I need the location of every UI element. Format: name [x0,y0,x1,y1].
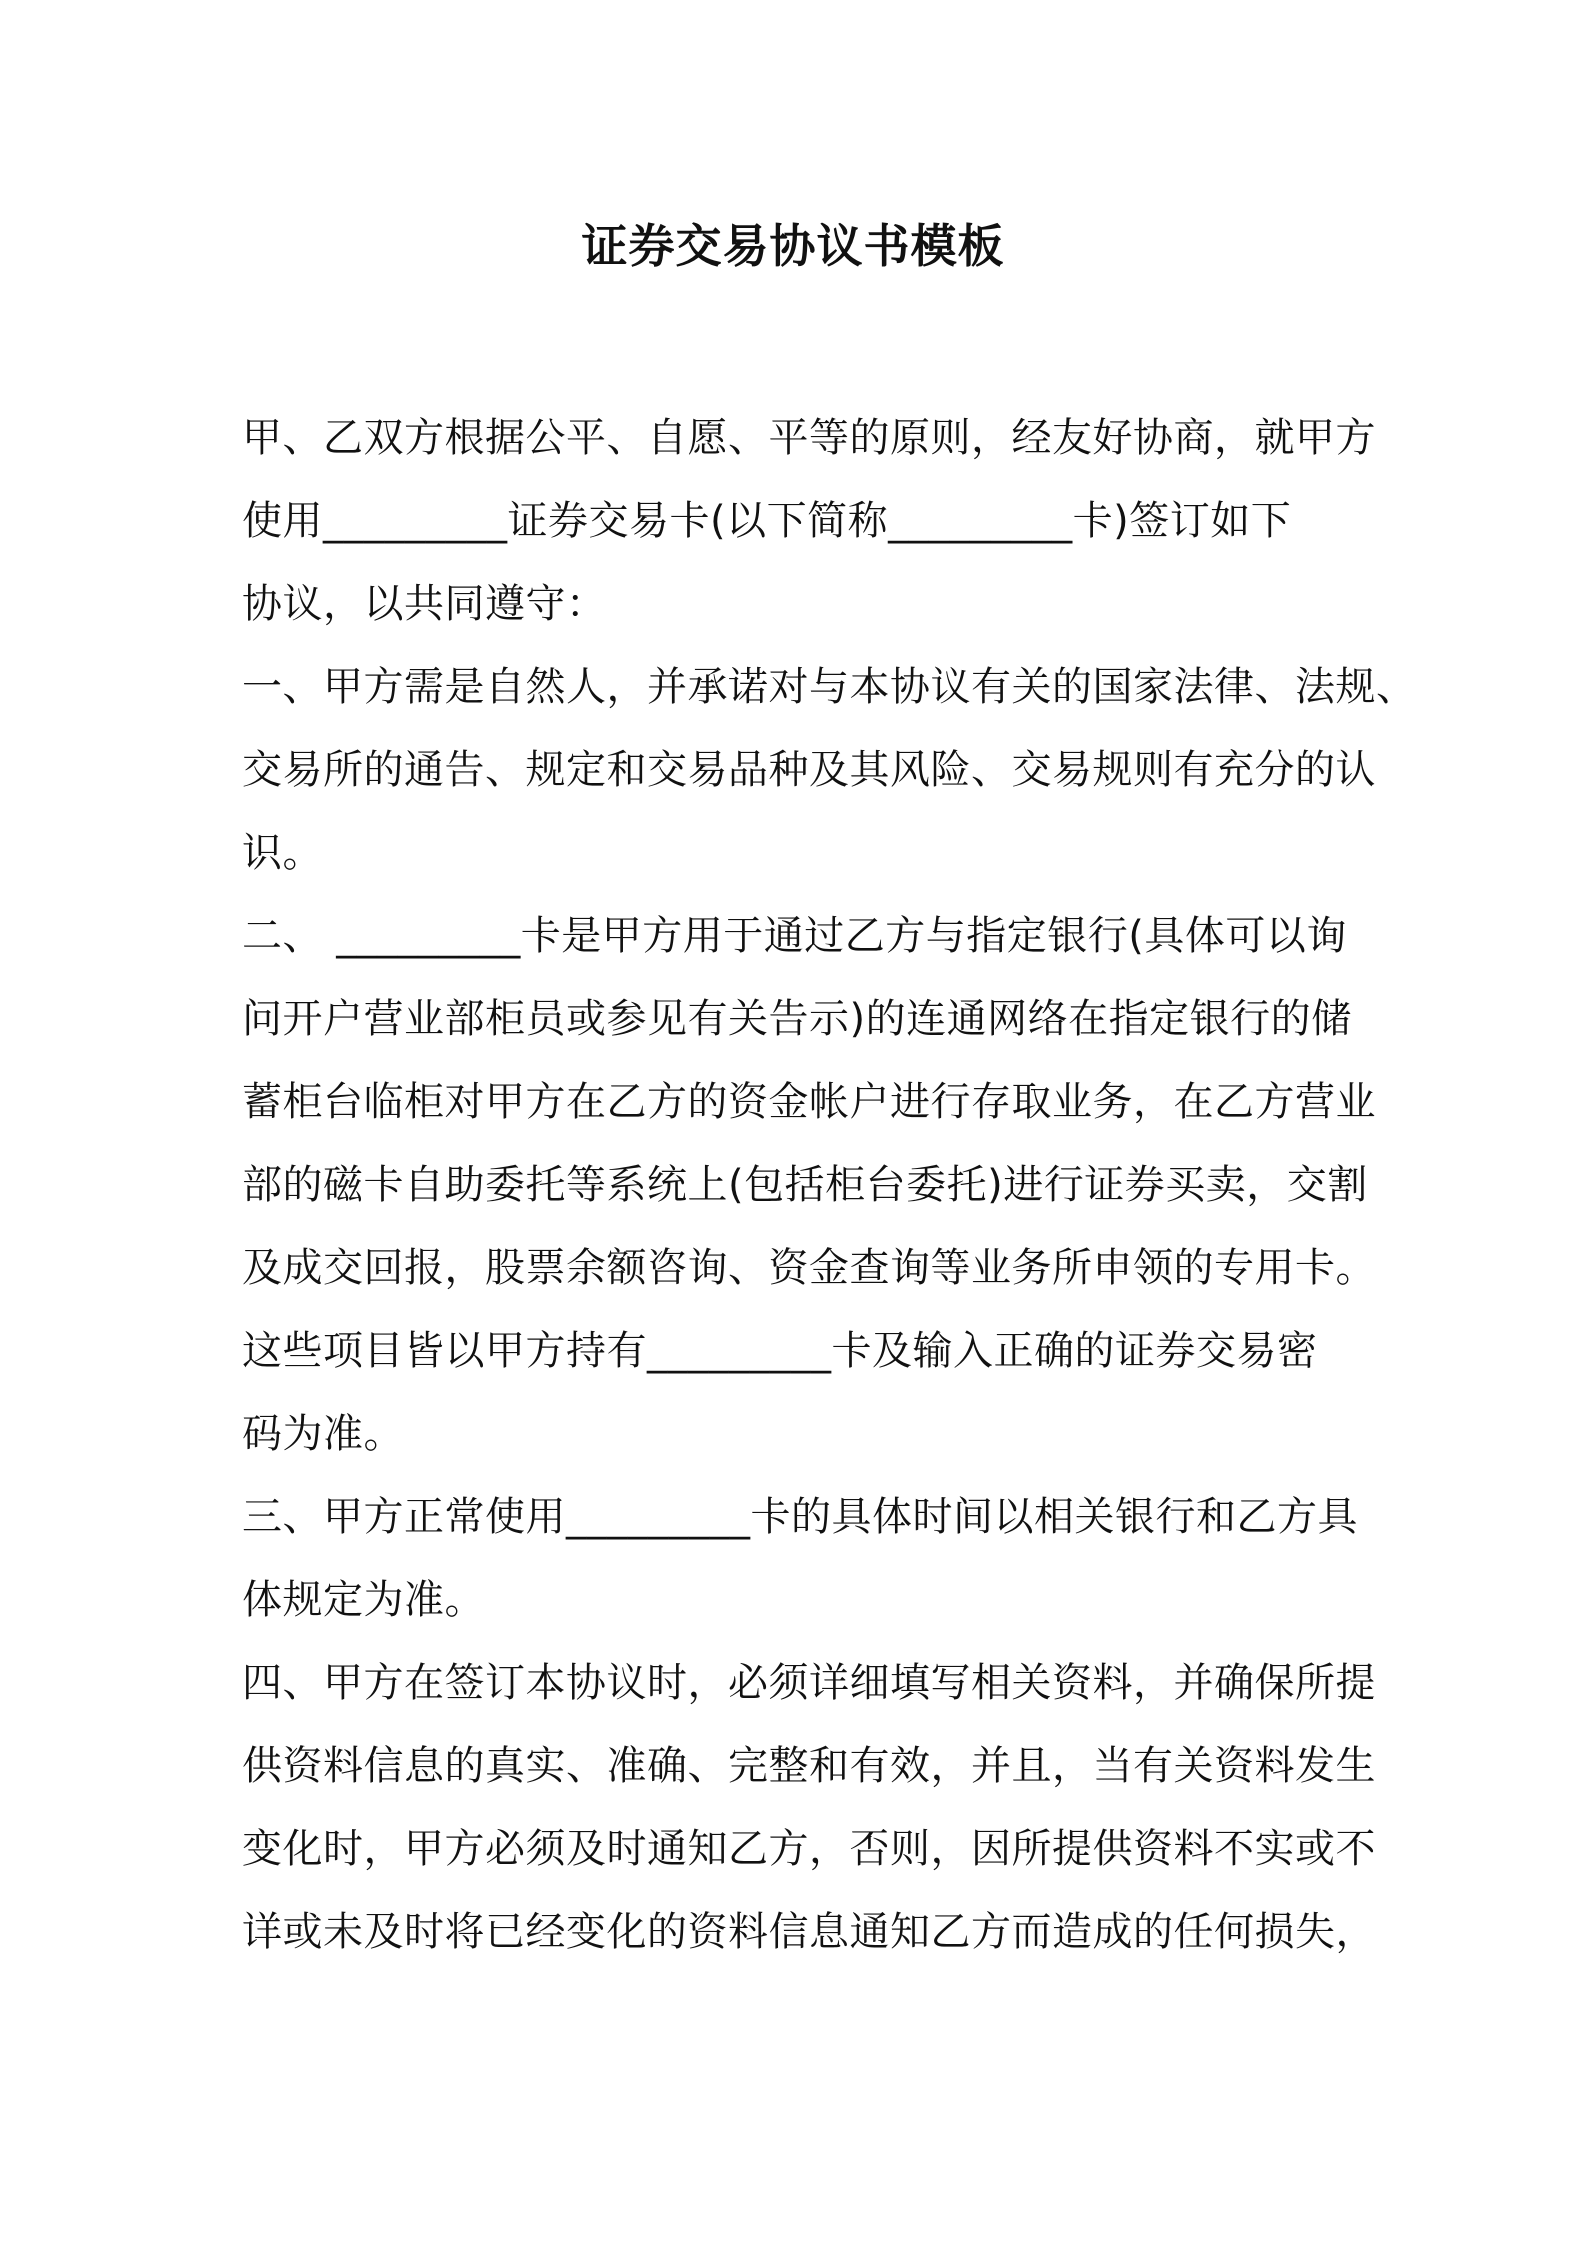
body-line: 体规定为准。 [242,1577,485,1623]
body-line: 码为准。 [242,1411,404,1457]
document-title: 证券交易协议书模板 [581,219,1005,273]
body-line: 交易所的通告、规定和交易品种及其风险、交易规则有充分的认 [242,747,1376,793]
body-line: 协议，以共同遵守： [242,581,607,627]
body-line: 及成交回报，股票余额咨询、资金查询等业务所申领的专用卡。 [242,1245,1376,1291]
body-line: 部的磁卡自助委托等系统上(包括柜台委托)进行证券买卖，交割 [242,1162,1368,1208]
body-line: 详或未及时将已经变化的资料信息通知乙方而造成的任何损失， [242,1909,1376,1955]
body-line: 一、甲方需是自然人，并承诺对与本协议有关的国家法律、法规、 [242,664,1417,710]
body-line: 二、 _________卡是甲方用于通过乙方与指定银行(具体可以询 [242,913,1347,959]
body-line: 这些项目皆以甲方持有_________卡及输入正确的证券交易密 [242,1328,1318,1374]
body-line: 使用_________证券交易卡(以下简称_________卡)签订如下 [242,498,1292,544]
body-line: 供资料信息的真实、准确、完整和有效，并且，当有关资料发生 [242,1743,1376,1789]
body-line: 四、甲方在签订本协议时，必须详细填写相关资料，并确保所提 [242,1660,1376,1706]
body-line: 蓄柜台临柜对甲方在乙方的资金帐户进行存取业务，在乙方营业 [242,1079,1376,1125]
body-line: 变化时，甲方必须及时通知乙方，否则，因所提供资料不实或不 [242,1826,1376,1872]
body-line: 问开户营业部柜员或参见有关告示)的连通网络在指定银行的储 [242,996,1352,1042]
body-line: 甲、乙双方根据公平、自愿、平等的原则，经友好协商，就甲方 [242,415,1376,461]
body-line: 识。 [242,830,323,876]
body-line: 三、甲方正常使用_________卡的具体时间以相关银行和乙方具 [242,1494,1358,1540]
